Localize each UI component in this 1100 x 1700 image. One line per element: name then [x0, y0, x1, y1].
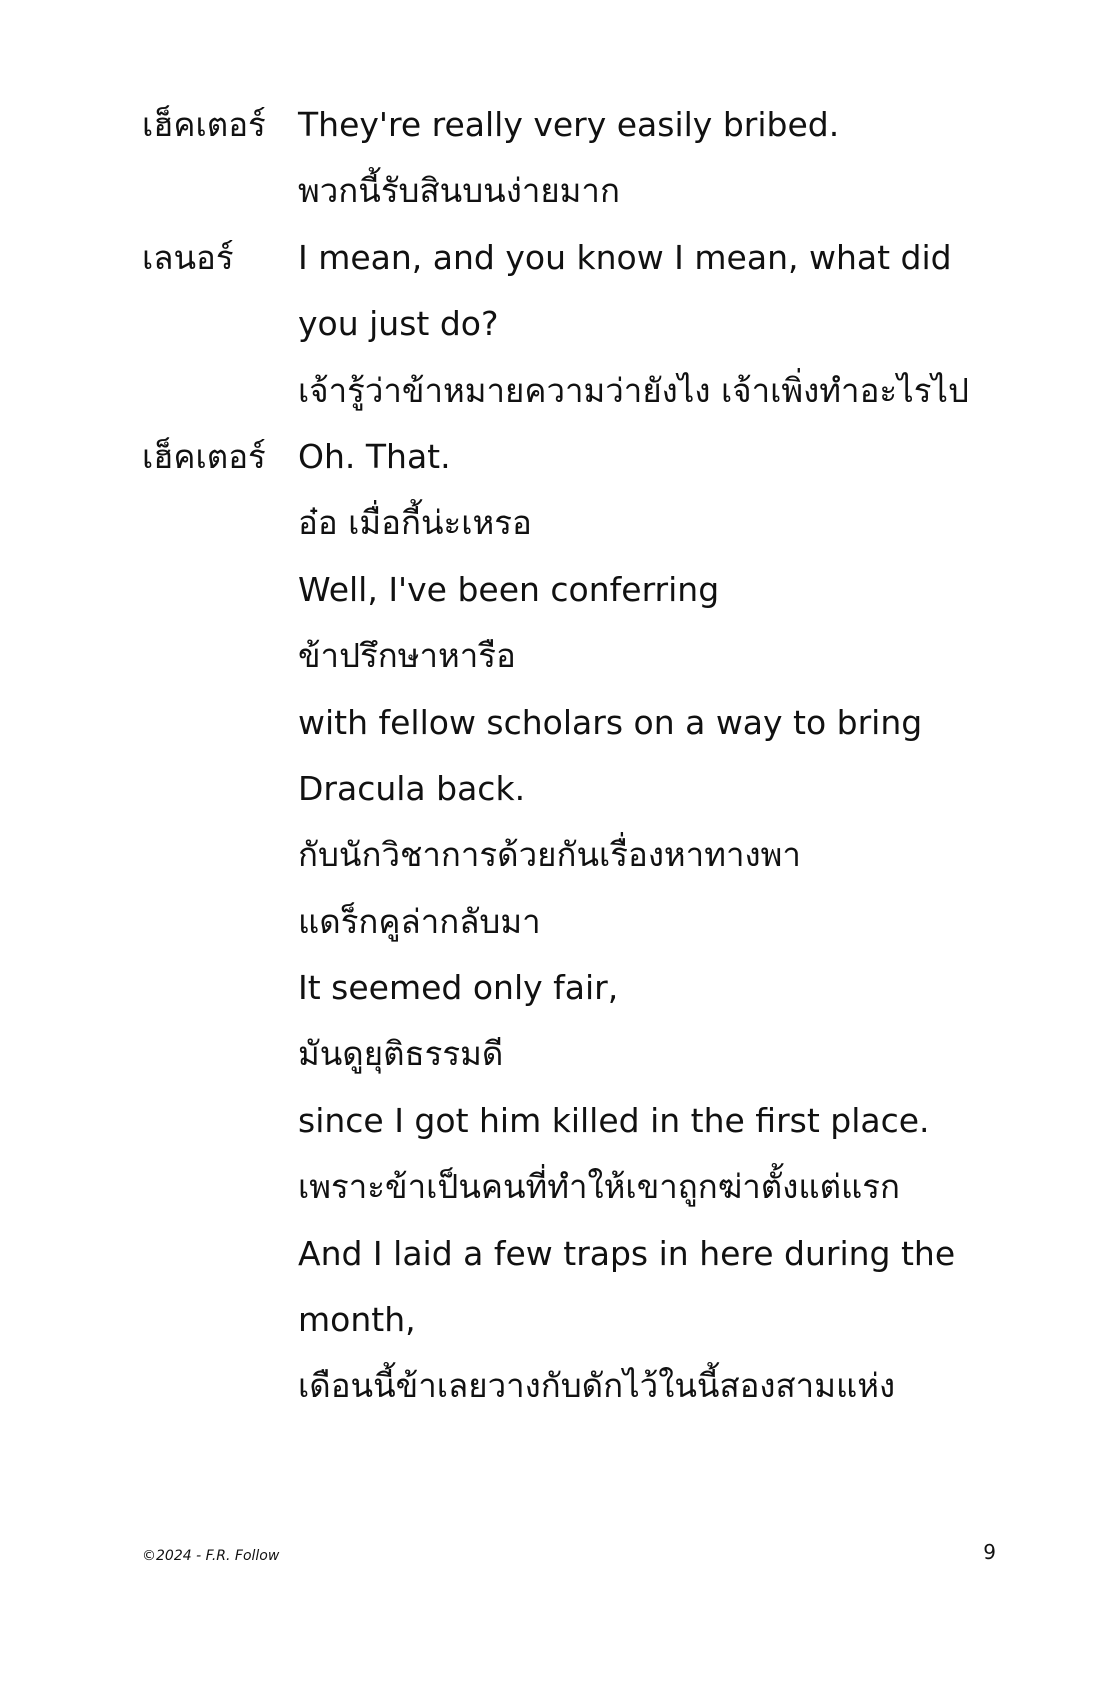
- dialogue-line: [142, 1353, 1002, 1419]
- dialogue-line: [142, 1088, 1002, 1154]
- dialogue-line: [142, 1154, 1002, 1220]
- dialogue-text: since I got him killed in the first place.: [298, 1100, 930, 1140]
- dialogue-text: you just do?: [298, 304, 499, 344]
- dialogue-text: อ๋อ เมื่อกี้น่ะเหรอ: [298, 503, 532, 543]
- speaker-name: เฮ็คเตอร์: [142, 436, 266, 476]
- dialogue-text: Dracula back.: [298, 768, 526, 808]
- dialogue-line: [142, 158, 1002, 224]
- speaker-name: เฮ็คเตอร์: [142, 105, 266, 144]
- dialogue-line: [142, 756, 1002, 822]
- dialogue-text: แดร็กคูล่ากลับมา: [298, 901, 541, 941]
- dialogue-text: month,: [298, 1300, 416, 1340]
- dialogue-line: [142, 1287, 1002, 1353]
- dialogue-line: [142, 92, 1002, 158]
- dialogue-text: มันดูยุติธรรมดี: [298, 1034, 504, 1074]
- dialogue-text: เดือนนี้ข้าเลยวางกับดักไว้ในนี้สองสามแห่ง: [298, 1366, 896, 1406]
- dialogue-text: They're really very easily bribed.: [298, 105, 840, 144]
- dialogue-text: เพราะข้าเป็นคนที่ทำให้เขาถูกฆ่าตั้งแต่แรก: [298, 1167, 900, 1207]
- dialogue-line: [142, 822, 1002, 888]
- copyright-notice: ©2024 - F.R. Follow: [142, 1548, 280, 1564]
- dialogue-text: Well, I've been conferring: [298, 569, 720, 609]
- dialogue-line: [142, 623, 1002, 689]
- script-dialogue: [142, 92, 1002, 1420]
- dialogue-text: with fellow scholars on a way to bring: [298, 702, 923, 742]
- dialogue-text: I mean, and you know I mean, what did: [298, 237, 952, 277]
- dialogue-text: And I laid a few traps in here during the: [298, 1233, 956, 1273]
- dialogue-line: [142, 358, 1002, 424]
- dialogue-line: [142, 424, 1002, 490]
- dialogue-text: กับนักวิชาการด้วยกันเรื่องหาทางพา: [298, 835, 801, 875]
- speaker-name: เลนอร์: [142, 237, 234, 277]
- dialogue-line: [142, 225, 1002, 291]
- dialogue-line: [142, 490, 1002, 556]
- page-number: 9: [983, 1540, 996, 1564]
- dialogue-line: [142, 1221, 1002, 1287]
- dialogue-line: [142, 1021, 1002, 1087]
- dialogue-text: It seemed only fair,: [298, 968, 619, 1008]
- dialogue-text: พวกนี้รับสินบนง่ายมาก: [298, 171, 620, 211]
- dialogue-text: เจ้ารู้ว่าข้าหมายความว่ายังไง เจ้าเพิ่งทำอะไรไป: [298, 370, 969, 410]
- dialogue-line: [142, 955, 1002, 1021]
- dialogue-line: [142, 690, 1002, 756]
- dialogue-line: [142, 889, 1002, 955]
- dialogue-line: [142, 557, 1002, 623]
- dialogue-text: ข้าปรึกษาหารือ: [298, 636, 516, 676]
- dialogue-line: [142, 291, 1002, 357]
- dialogue-text: Oh. That.: [298, 436, 451, 476]
